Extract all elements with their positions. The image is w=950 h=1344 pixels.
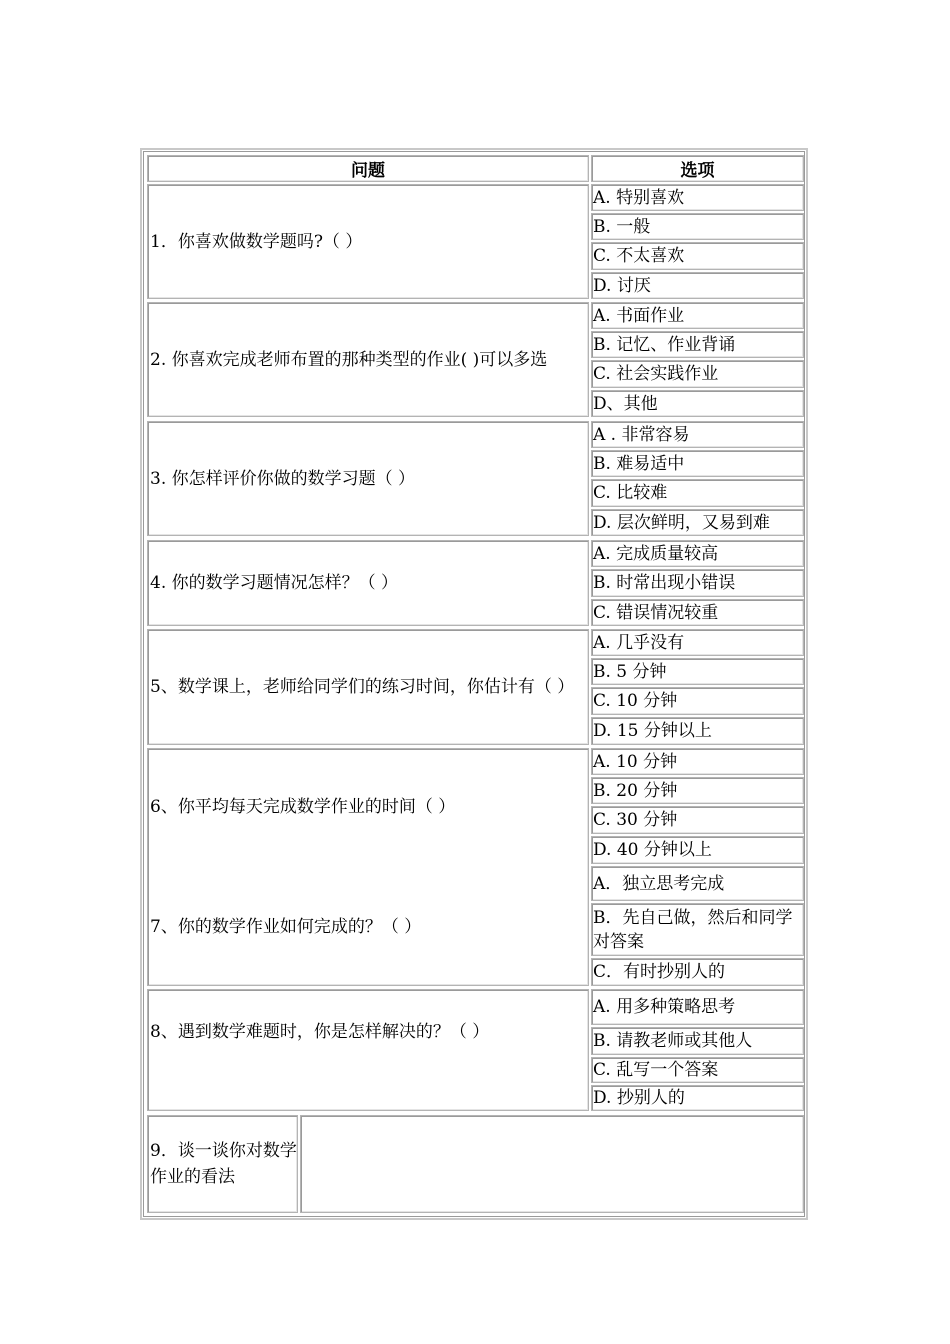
- q2-option-b: B. 记忆、作业背诵: [591, 331, 804, 358]
- q5-option-a: A. 几乎没有: [591, 629, 804, 656]
- q6-option-c: C. 30 分钟: [591, 806, 804, 834]
- question-7: [148, 909, 590, 945]
- question-8: [147, 989, 589, 1111]
- question-9-text: 9．谈一谈你对数学作业的看法: [150, 1141, 297, 1187]
- q2-option-d: D、其他: [591, 390, 804, 417]
- survey-table-inner: [143, 151, 805, 1217]
- q7-option-c: C．有时抄别人的: [591, 958, 804, 986]
- q3-option-a: A . 非常容易: [591, 421, 804, 448]
- question-5: [147, 629, 589, 745]
- q1-option-d: D. 讨厌: [591, 272, 804, 299]
- q8-option-a: A. 用多种策略思考: [591, 989, 804, 1025]
- q4-option-a: A. 完成质量较高: [591, 540, 804, 567]
- q8-option-c: C. 乱写一个答案: [591, 1057, 804, 1083]
- q1-option-a: A. 特别喜欢: [591, 184, 804, 211]
- question-3-text: 3. 你怎样评价你做的数学习题（ ）: [150, 468, 416, 489]
- q1-option-c: C. 不太喜欢: [591, 242, 804, 270]
- question-3: [147, 421, 589, 536]
- question-6-text: 6、你平均每天完成数学作业的时间（ ）: [150, 797, 456, 817]
- questions-6-7: [147, 748, 589, 986]
- question-2-text: 2. 你喜欢完成老师布置的那种类型的作业( )可以多选: [150, 349, 548, 370]
- header-options: 选项: [591, 155, 804, 182]
- q3-option-c: C. 比较难: [591, 479, 804, 507]
- q3-option-d: D. 层次鲜明，又易到难: [591, 509, 804, 536]
- q2-option-a: A. 书面作业: [591, 302, 804, 329]
- q4-option-c: C. 错误情况较重: [591, 599, 804, 626]
- q7-option-a: A．独立思考完成: [591, 866, 804, 901]
- q6-option-d: D. 40 分钟以上: [591, 836, 804, 864]
- survey-table: [140, 148, 808, 1220]
- question-4-text: 4. 你的数学习题情况怎样？（ ）: [150, 573, 399, 593]
- q2-option-c: C. 社会实践作业: [591, 360, 804, 388]
- question-5-text: 5、数学课上，老师给同学们的练习时间，你估计有（ ）: [150, 677, 575, 697]
- q6-option-a: A. 10 分钟: [591, 748, 804, 775]
- question-9: [147, 1115, 298, 1213]
- q6-option-b: B. 20 分钟: [591, 777, 804, 804]
- q3-option-b: B. 难易适中: [591, 450, 804, 477]
- answer-9-field[interactable]: [300, 1115, 804, 1213]
- q5-option-d: D. 15 分钟以上: [591, 717, 804, 745]
- q5-option-c: C. 10 分钟: [591, 687, 804, 715]
- q8-option-b: B. 请教老师或其他人: [591, 1027, 804, 1055]
- question-1-text: 1．你喜欢做数学题吗?（ ）: [150, 231, 363, 252]
- q5-option-b: B. 5 分钟: [591, 658, 804, 685]
- q7-option-b: B．先自己做，然后和同学对答案: [591, 903, 804, 956]
- q4-option-b: B. 时常出现小错误: [591, 569, 804, 597]
- q8-option-d: D. 抄别人的: [591, 1085, 804, 1111]
- question-7-text: 7、你的数学作业如何完成的？（ ）: [150, 917, 422, 937]
- header-question: 问题: [147, 155, 589, 182]
- question-4: [147, 540, 589, 626]
- question-1: [147, 184, 589, 299]
- question-8-text: 8、遇到数学难题时，你是怎样解决的？（ ）: [150, 1022, 490, 1042]
- question-6: [148, 789, 590, 825]
- question-2: [147, 302, 589, 417]
- q1-option-b: B. 一般: [591, 213, 804, 240]
